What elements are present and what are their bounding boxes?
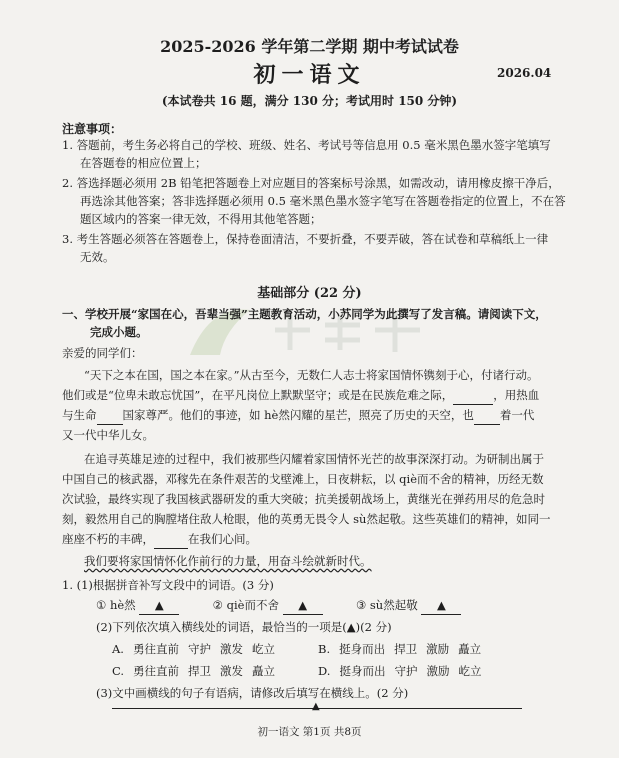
q3-marker: ▲ [312, 701, 320, 712]
option-a-label: A. [112, 642, 124, 656]
para2-line-5-b: 在我们心间。 [188, 532, 257, 546]
q2-heading [96, 618, 392, 636]
note-2-line-3: 题区域内的答案一律无效，不得用其他笔答题； [80, 212, 322, 226]
option-a-word-3: 激发 [219, 642, 243, 656]
note-1-line-2: 在答题卷的相应位置上； [80, 156, 207, 170]
option-c-word-3: 激发 [220, 664, 244, 678]
q2-marker[interactable]: ▲ [346, 620, 356, 634]
q1-item-1: ① hè然 [96, 598, 136, 612]
para2-line-4: 刻，毅然用自己的胸膛堵住敌人枪眼，他的英勇无畏令人 sù然起敬。这些英雄们的精神，如同一 [62, 512, 551, 526]
q1-answer-3[interactable] [421, 596, 461, 615]
para2-line-5-a: 座座不朽的丰碑， [62, 532, 154, 546]
q1-answer-1[interactable] [139, 596, 179, 615]
option-a[interactable] [112, 640, 275, 658]
greeting: 亲爱的同学们： [62, 346, 143, 360]
para1-line-2-a: 他们或是“位卑未敢忘忧国”，在平凡岗位上默默坚守；或是在民族危难之际， [62, 388, 454, 402]
option-c-word-2: 捍卫 [188, 664, 212, 678]
blank-2 [97, 406, 123, 425]
option-c-label: C. [112, 664, 125, 678]
note-2-line-1: 2. 答选择题必须用 2B 铅笔把答题卷上对应题目的答案标号涂黑，如需改动，请用橡皮擦干净后， [62, 176, 560, 190]
note-3-line-1: 3. 考生答题必须答在答题卷上，保持卷面清洁，不要折叠，不要弄破，答在试卷和草稿纸上一律 [62, 232, 549, 246]
q2-tail-text: )(2 分) [355, 620, 392, 634]
option-a-word-2: 守护 [187, 642, 211, 656]
option-d[interactable] [318, 662, 481, 680]
q2-head-text: (2)下列依次填入横线处的词语，最恰当的一项是( [96, 620, 347, 634]
section-heading: 基础部分 (22 分) [257, 286, 362, 301]
q1-items [96, 596, 461, 615]
note-1-line-1: 1. 答题前，考生务必将自己的学校、班级、姓名、考试号等信息用 0.5 毫米黑色墨水签字笔填写 [62, 138, 551, 152]
option-b-word-3: 激励 [426, 642, 450, 656]
option-d-word-4: 屹立 [458, 664, 482, 678]
para1-line-3-b: 国家尊严。他们的事迹，如 hè然闪耀的星芒，照亮了历史的天空，也 [122, 408, 474, 422]
para1-line-3-a: 与生命 [62, 408, 97, 422]
option-c-word-4: 矗立 [252, 664, 276, 678]
option-d-word-3: 激励 [426, 664, 450, 678]
closing-sentence [84, 552, 372, 570]
option-a-word-1: 勇往直前 [132, 642, 179, 656]
para2-line-3: 次试验，最终实现了我国核武器研发的重大突破；抗美援朝战场上，黄继光在弹药用尽的危急时 [62, 492, 545, 506]
para1-line-2 [62, 386, 539, 405]
question-intro-line-1: 一、学校开展“家国在心，吾辈当强”主题教育活动，小苏同学为此撰写了发言稿。请阅读下文， [62, 307, 547, 321]
blank-1 [453, 386, 493, 405]
option-b-label: B. [318, 642, 331, 656]
blank-4 [154, 530, 188, 549]
option-b-word-1: 挺身而出 [339, 642, 386, 656]
notes-heading: 注意事项： [62, 122, 123, 136]
option-c[interactable] [112, 662, 275, 680]
para1-line-3-c: 着一代 [499, 408, 535, 422]
exam-info: (本试卷共 16 题，满分 130 分；考试用时 150 分钟) [161, 94, 458, 108]
para1-line-4: 又一代中华儿女。 [62, 428, 154, 442]
blank-3 [474, 406, 500, 425]
q1-marker-2: ▲ [298, 598, 308, 612]
option-b[interactable] [318, 640, 481, 658]
para1-line-1: “天下之本在国，国之本在家。”从古至今，无数仁人志士将家国情怀镌刻于心，付诸行动。 [84, 368, 539, 382]
option-b-word-4: 矗立 [458, 642, 482, 656]
q1-item-3: ③ sù然起敬 [355, 598, 418, 612]
para2-line-2: 中国自己的核武器，邓稼先在条件艰苦的戈壁滩上，日夜耕耘，以 qiè而不舍的精神，历经无数 [62, 472, 544, 486]
underlined-sentence: 我们要将家国情怀化作前行的力量，用奋斗绘就新时代。 [84, 554, 372, 568]
para2-line-5 [62, 530, 257, 549]
page-footer: 初一语文 第1页 共8页 [257, 726, 362, 738]
subject-title: 初一语文 [253, 62, 366, 88]
para1-line-3 [62, 406, 534, 425]
q1-item-2: ② qiè而不舍 [212, 598, 279, 612]
exam-date: 2026.04 [497, 66, 552, 80]
question-intro-line-2: 完成小题。 [90, 325, 148, 339]
option-c-word-1: 勇往直前 [133, 664, 180, 678]
note-2-line-2: 再选涂其他答案；答非选择题必须用 0.5 毫米黑色墨水签字笔写在答题卷指定的位置上，不在答 [80, 194, 566, 208]
para2-line-1: 在追寻英雄足迹的过程中，我们被那些闪耀着家国情怀光芒的故事深深打动。为研制出属于 [84, 452, 544, 466]
option-b-word-2: 捍卫 [394, 642, 418, 656]
q3-heading: (3)文中画横线的句子有语病，请修改后填写在横线上。(2 分) [96, 686, 409, 700]
option-d-label: D. [318, 664, 331, 678]
q1-answer-2[interactable] [283, 596, 323, 615]
q1-marker-1: ▲ [154, 598, 164, 612]
q1-heading: 1. (1)根据拼音补写文段中的词语。(3 分) [62, 578, 274, 592]
option-d-word-2: 守护 [394, 664, 418, 678]
note-3-line-2: 无效。 [80, 250, 115, 264]
q1-marker-3: ▲ [436, 598, 446, 612]
para1-line-2-b: ，用热血 [493, 388, 540, 402]
option-a-word-4: 屹立 [251, 642, 275, 656]
option-d-word-1: 挺身而出 [339, 664, 386, 678]
exam-title: 2025-2026 学年第二学期 期中考试试卷 [160, 37, 459, 56]
